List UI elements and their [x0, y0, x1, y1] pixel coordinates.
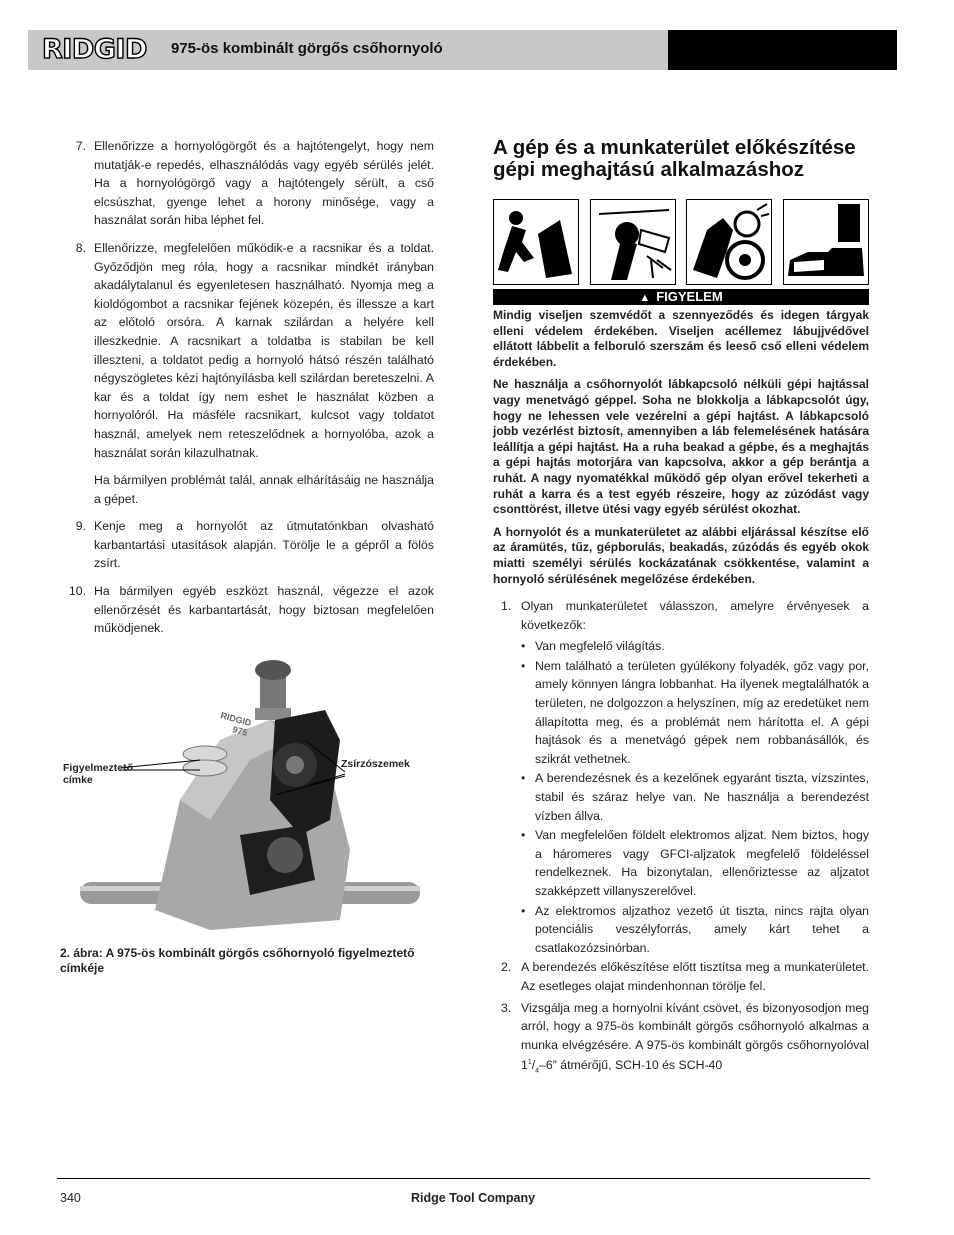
bullet-item: • Van megfelelő világítás.	[521, 639, 665, 654]
warning-label: FIGYELEM	[656, 289, 723, 304]
header-title: 975-ös kombinált görgős csőhornyoló	[171, 40, 443, 57]
warning-paragraph: Ne használja a csőhornyolót lábkapcsoló nélküli gépi hajtással vagy menetvágó géppel. Soha ne blokkolja a lábkapcsolót úgy, hogy ne lehessen vele vezérelni a gépi hajtást. A lábkapcsoló jobb vezérlést biztosít, amennyiben a láb felemelésének hatására leállítja a gépi hajtást. Ha a ruha beakad a gépbe, és a meghajtás a gépi hajtás motorjára van kapcsolva, akkor a gép berántja a ruhát. A nagy nyomatékkal működő gép olyan erővel tekerheti a ruhát a karra és a test egyéb részeire, hogy az zúzódást vagy csonttörést, illetve ütési vagy egyéb sérülést okozhat.	[493, 377, 869, 517]
page-number: 340	[60, 1191, 81, 1205]
figure-caption: 2. ábra: A 975-ös kombinált görgős csőhornyoló figyelmeztető címkéje	[60, 945, 415, 975]
bullet-item: • Nem található a területen gyúlékony folyadék, gőz vagy por, amely könnyen lángra lobbanhat. Ha ilyenek megtalálhatók a területen, ne dolgozzon a helyszínen, míg az eredetüket nem állapította meg, és a problémát nem hárította el. A gépi hajtások és a menetvágó gépek nem robbanásállók, és szikrát vethetnek.	[521, 658, 869, 766]
left-column	[60, 137, 434, 976]
bullet-item: • Van megfelelően földelt elektromos aljzat. Nem biztos, hogy a háromeres vagy GFCI-aljzatok megfelelő földeléssel rendelkeznek. Ha bizonytalan, ellenőriztesse az aljzatot szakképzett villanyszerelővel.	[521, 828, 869, 898]
item-number: 3.	[501, 1000, 512, 1015]
falling-tool-icon	[493, 199, 579, 285]
page-header	[28, 30, 897, 70]
list-item	[493, 958, 869, 995]
figure-2	[60, 650, 434, 940]
item-number: 9.	[75, 519, 86, 534]
foot-protection-icon	[783, 199, 869, 285]
safety-icons	[493, 199, 869, 285]
item-text: A berendezés előkészítése előtt tisztítsa meg a munkaterületet. Az esetleges olajat mindenhonnan törölje fel.	[521, 960, 869, 993]
item-text: Olyan munkaterületet válasszon, amelyre érvényesek a következők:	[521, 599, 869, 632]
ridgid-logo: RIDGID	[42, 34, 147, 65]
item-text: Ellenőrizze a hornyológörgőt és a hajtótengelyt, hogy nem mutatják-e repedés, elhasználódás vagy egyéb sérülés jelét. Ha a hornyológörgő vagy a hajtótengely sérült, a cső elcsúszhat, gyenge lehet a horony minősége, vagy a használat során hiba léphet fel.	[94, 139, 434, 228]
bullet-list	[493, 637, 869, 957]
bullet-item: • A berendezésnek és a kezelőnek egyaránt tiszta, vízszintes, stabil és száraz helye van. Ne használja a berendezést vízben állva.	[521, 771, 869, 823]
list-item	[493, 999, 869, 1082]
label-grease-fittings: Zsírzószemek	[341, 757, 410, 770]
item-number: 7.	[75, 139, 86, 153]
list-item	[493, 597, 869, 634]
feed-screw-knob	[255, 660, 291, 680]
crush-hazard-icon	[686, 199, 772, 285]
item-number: 2.	[501, 960, 512, 975]
warning-paragraph: A hornyolót és a munkaterületet az alábbi eljárással készítse elő az áramütés, tűz, gépborulás, beakadás, zúzódás és egyéb okok miatti személyi sérülés kockázatának csökkentése, valamint a hornyoló sérülésének megelőzése érdekében.	[493, 524, 869, 586]
warning-paragraph: Mindig viseljen szemvédőt a szennyeződés és idegen tárgyak elleni védelem érdekében. Viseljen acéllemez lábujjvédővel ellátott lábbelit a felboruló szerszám és leeső cső elleni védelem érdekében.	[493, 308, 869, 369]
tool-brand-text: RIDGID	[219, 710, 253, 728]
item-number: 10.	[68, 584, 86, 599]
right-column	[493, 137, 869, 1084]
item-number: 1.	[501, 599, 512, 614]
item-text: Ha bármilyen egyéb eszközt használ, végezze el azok ellenőrzését és karbantartását, hogy biztosan megfelelően működjenek.	[94, 584, 434, 636]
item-number: 8.	[75, 240, 86, 255]
note-paragraph: Ha bármilyen problémát talál, annak elhárításáig ne használja a gépet.	[94, 473, 434, 506]
label-warning-tag: Figyelmeztető címke	[63, 761, 134, 786]
groover-photo	[60, 650, 434, 940]
item-text: Vizsgálja meg a hornyolni kívánt csövet, és bizonyosodjon meg arról, hogy a 975-ös kombinált görgős csőhornyoló alkalmas a munka elvégzésére. A 975-ös kombinált görgős csőhornyolóval $1^1/_4-6$” átmérőjű, SCH-10 és SCH-40	[521, 1000, 869, 1075]
section-heading: A gép és a munkaterület előkészítése gépi meghajtású alkalmazáshoz	[493, 136, 856, 181]
tool-model-text: 975	[231, 724, 249, 738]
warning-triangle-icon: ▲	[639, 292, 651, 304]
warning-banner	[493, 289, 869, 305]
list-item	[60, 517, 434, 573]
list-item	[60, 582, 434, 638]
list-item	[60, 137, 434, 230]
company-name: Ridge Tool Company	[411, 1191, 536, 1205]
bullet-item: • Az elektromos aljzathoz vezető út tiszta, nincs rajta olyan potenciális veszélyforrás, amely kárt tehet a csatlakozózsinórban.	[521, 903, 869, 955]
header-black-block	[668, 30, 897, 70]
list-item	[60, 239, 434, 462]
footer-rule	[57, 1178, 870, 1179]
item-text: Ellenőrizze, megfelelően működik-e a racsnikar és a toldat. Győződjön meg róla, hogy a racsnikar mindkét irányban akadálytalanul és egyenletesen használható. Nyomja meg a kioldógombot a racsnikar fejének közepén, és illessze a kart az előtoló orsóra. A karnak szilárdan a helyére kell illeszkednie. A racsnikart a toldatba is stabilan be kell illeszteni, a toldatot pedig a hornyoló hátsó részén található négyszögletes kézi hajtónyílásba kell szilárdan bereteszelni. A kar és a toldat így nem eshet le használat közben a hornyolóról. Ha másféle racsnikart, kulcsot vagy toldatot használ, amelyek nem reteszelődnek a hornyolóba, azok a használat során kilazulhatnak.	[94, 240, 434, 460]
item-text: Kenje meg a hornyolót az útmutatónkban olvasható karbantartási utasítások alapján. Törölje le a gépről a fölös zsírt.	[94, 519, 434, 571]
hand-entanglement-icon	[590, 199, 676, 285]
